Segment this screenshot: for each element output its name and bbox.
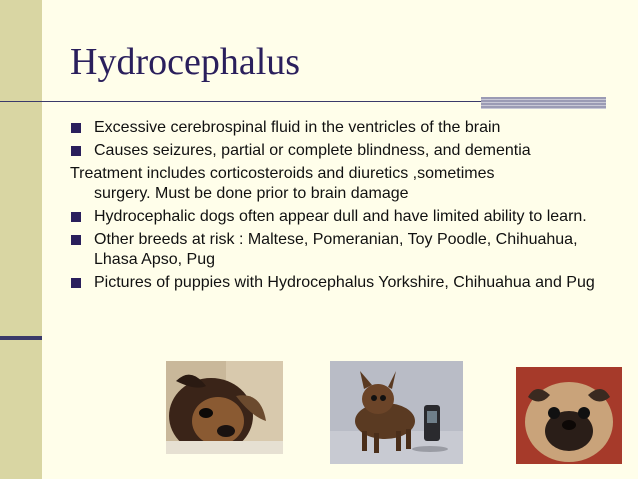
left-decorative-band (0, 0, 42, 479)
slide-title: Hydrocephalus (70, 41, 301, 83)
bullet-item (70, 207, 610, 227)
square-bullet-icon (71, 123, 81, 133)
bullet-item (70, 118, 610, 138)
plain-text-line: Treatment includes corticosteroids and diuretics ,sometimes (70, 165, 495, 182)
title-divider-accent (481, 97, 606, 109)
bullet-item (70, 273, 610, 293)
bullet-text: Excessive cerebrospinal fluid in the ventricles of the brain (94, 119, 501, 136)
plain-text-continuation: surgery. Must be done prior to brain damage (94, 185, 409, 202)
slide-content (70, 118, 610, 296)
pug-puppy-photo (516, 367, 622, 464)
bullet-item (70, 141, 610, 161)
bullet-text: Hydrocephalic dogs often appear dull and have limited ability to learn. (94, 208, 587, 225)
square-bullet-icon (71, 146, 81, 156)
bullet-text: Other breeds at risk : Maltese, Pomeranian, Toy Poodle, Chihuahua, Lhasa Apso, Pug (94, 231, 578, 268)
left-band-accent-line (0, 336, 42, 340)
square-bullet-icon (71, 278, 81, 288)
bullet-text: Causes seizures, partial or complete blindness, and dementia (94, 142, 531, 159)
square-bullet-icon (71, 235, 81, 245)
square-bullet-icon (71, 212, 81, 222)
plain-text-item (70, 164, 610, 204)
chihuahua-puppy-with-phone-photo (330, 361, 463, 464)
bullet-item (70, 230, 610, 270)
bullet-text: Pictures of puppies with Hydrocephalus Yorkshire, Chihuahua and Pug (94, 274, 595, 291)
yorkshire-puppy-photo (166, 361, 283, 454)
